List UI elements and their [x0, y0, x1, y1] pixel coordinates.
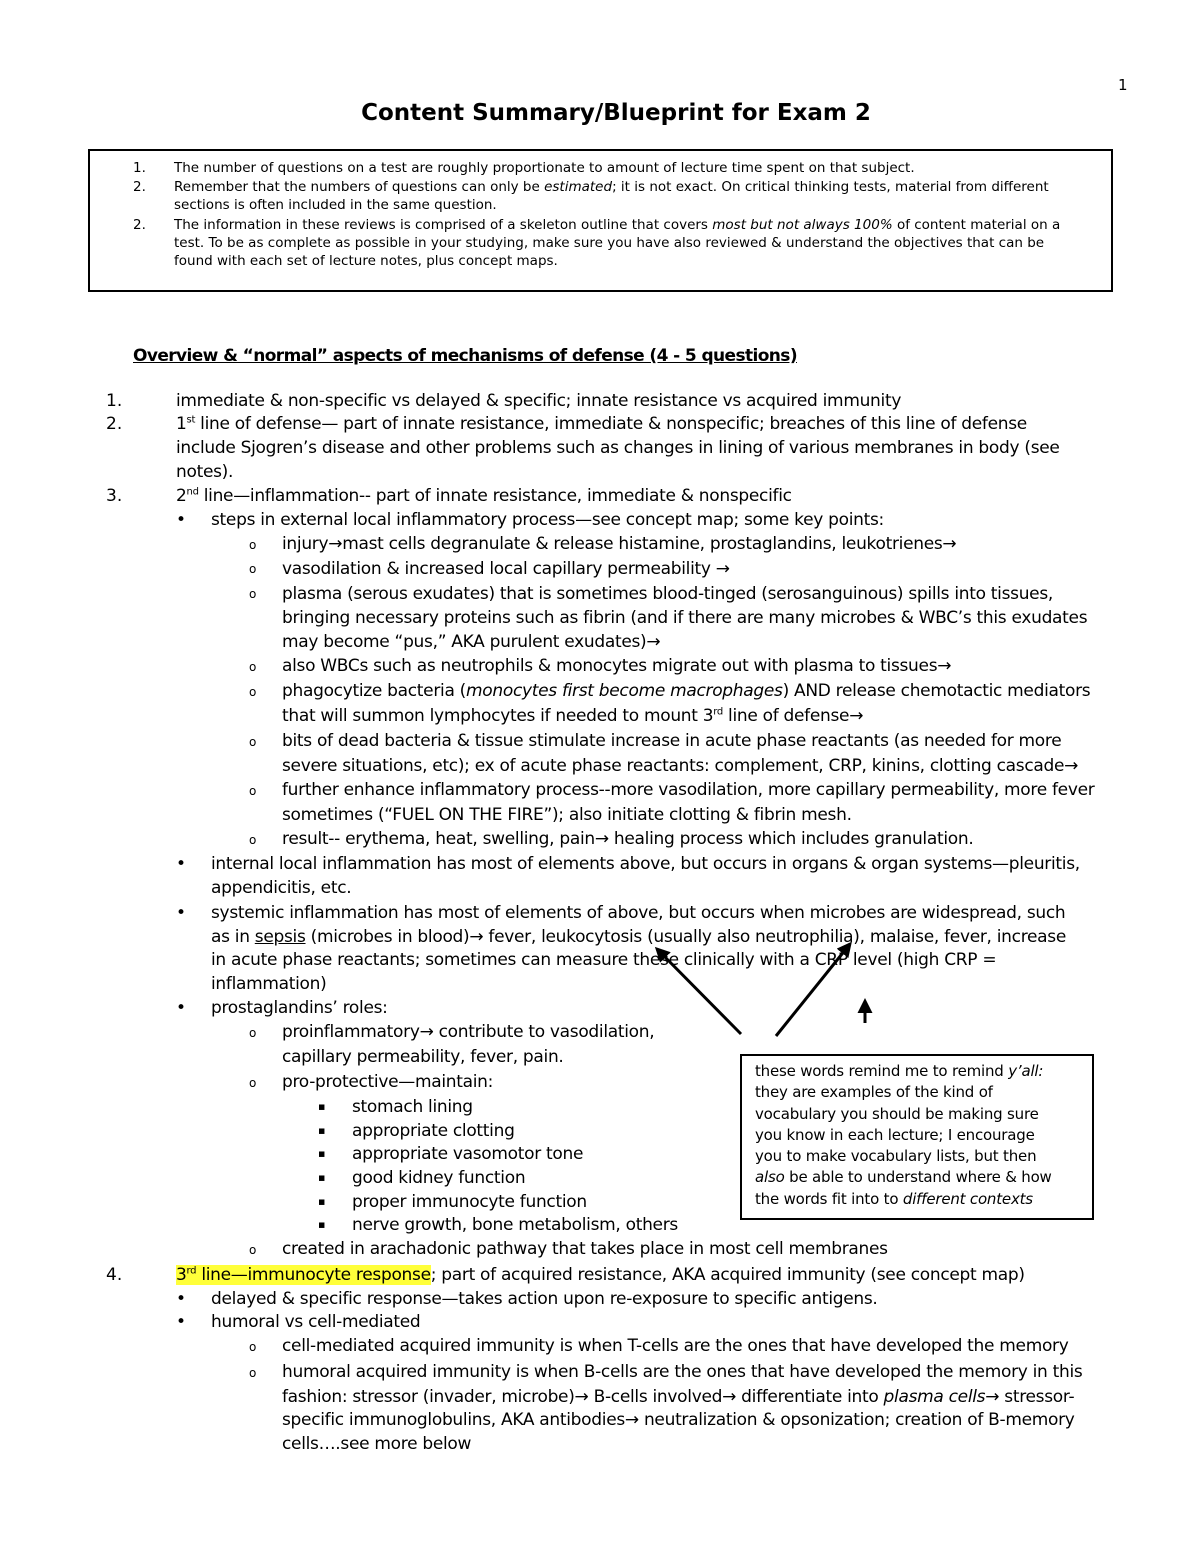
square-marker: ▪	[318, 1124, 326, 1137]
note-emphasis: estimated	[544, 179, 613, 195]
item-text: immediate & non-specific vs delayed & specific; innate resistance vs acquired immunity	[176, 391, 902, 411]
circle-marker: o	[249, 1366, 257, 1380]
sub-bullet-text: also WBCs such as neutrophils & monocytes migrate out with plasma to tissues→	[282, 656, 952, 676]
bullet-marker: •	[176, 998, 187, 1018]
text-part: phagocytize bacteria (	[282, 681, 467, 701]
text-part: be able to understand where & how	[784, 1168, 1052, 1186]
sub-bullet-text: proinflammatory→ contribute to vasodilation,	[282, 1022, 655, 1042]
item-text: include Sjogren’s disease and other problems such as changes in lining of various membranes in body (see	[176, 438, 1060, 458]
bullet-text: systemic inflammation has most of elements of above, but occurs when microbes are widespread, such	[211, 903, 1066, 923]
sub-bullet-text: created in arachadonic pathway that takes place in most cell membranes	[282, 1239, 888, 1259]
sub-bullet-text: bits of dead bacteria & tissue stimulate increase in acute phase reactants (as needed for more	[282, 731, 1062, 751]
text-part: line—immunocyte response	[196, 1265, 431, 1285]
text-part: ) AND release chemotactic mediators	[782, 681, 1091, 701]
item-text: notes).	[176, 462, 234, 482]
item-number: 1.	[106, 391, 123, 411]
circle-marker: o	[249, 1026, 257, 1040]
section-heading: Overview & “normal” aspects of mechanisms of defense (4 - 5 questions)	[133, 346, 797, 366]
bullet-text: inflammation)	[211, 974, 327, 994]
bullet-text: in acute phase reactants; sometimes can measure these clinically with a CRP level (high CRP =	[211, 950, 997, 970]
circle-marker: o	[249, 660, 257, 674]
sub-bullet-text: bringing necessary proteins such as fibrin (and if there are many microbes & WBC’s this exudates	[282, 608, 1088, 628]
circle-marker: o	[249, 1076, 257, 1090]
text-part: that will summon lymphocytes if needed to mount 3	[282, 706, 714, 726]
text-part: these words remind me to remind	[755, 1062, 1009, 1080]
note-text-part: sections is often included in the same question.	[174, 197, 497, 213]
sub-bullet-text: injury→mast cells degranulate & release histamine, prostaglandins, leukotrienes→	[282, 534, 957, 554]
text-part: fashion: stressor (invader, microbe)→ B-cells involved→ differentiate into	[282, 1387, 884, 1407]
circle-marker: o	[249, 735, 257, 749]
square-marker: ▪	[318, 1171, 326, 1184]
sub-bullet-text: severe situations, etc); ex of acute phase reactants: complement, CRP, kinins, clotting cascade→	[282, 756, 1079, 776]
circle-marker: o	[249, 587, 257, 601]
text-part: line—inflammation-- part of innate resistance, immediate & nonspecific	[198, 486, 792, 506]
sub-bullet-text: specific immunoglobulins, AKA antibodies→ neutralization & opsonization; creation of B-memory	[282, 1410, 1075, 1430]
sub-bullet-text: sometimes (“FUEL ON THE FIRE”); also initiate clotting & fibrin mesh.	[282, 805, 852, 825]
bullet-marker: •	[176, 1289, 187, 1309]
text-part: (microbes in blood)→ fever, leukocytosis (usually also neutrophilia), malaise, fever, increase	[305, 927, 1067, 947]
callout-line: you to make vocabulary lists, but then	[755, 1147, 1037, 1165]
sub-sub-bullet-text: stomach lining	[352, 1097, 473, 1117]
circle-marker: o	[249, 562, 257, 576]
sub-bullet-text: plasma (serous exudates) that is sometimes blood-tinged (serosanguinous) spills into tissues,	[282, 584, 1053, 604]
superscript: st	[186, 414, 196, 426]
sub-bullet-text: result-- erythema, heat, swelling, pain→ healing process which includes granulation.	[282, 829, 974, 849]
callout-line: they are examples of the kind of	[755, 1083, 993, 1101]
sub-bullet-text: cell-mediated acquired immunity is when T-cells are the ones that have developed the memory	[282, 1336, 1069, 1356]
text-part: 2	[176, 486, 187, 506]
emphasis: also	[755, 1168, 785, 1186]
square-marker: ▪	[318, 1100, 326, 1113]
emphasis: different contexts	[902, 1190, 1033, 1208]
square-marker: ▪	[318, 1218, 326, 1231]
note-text-part: Remember that the numbers of questions can only be	[174, 179, 545, 195]
callout-line: vocabulary you should be making sure	[755, 1105, 1039, 1123]
note-text-part: ; it is not exact. On critical thinking tests, material from different	[612, 179, 1049, 195]
arrow-to-leukocytosis	[657, 949, 741, 1034]
circle-marker: o	[249, 833, 257, 847]
circle-marker: o	[249, 685, 257, 699]
sub-bullet-text: vasodilation & increased local capillary permeability →	[282, 559, 730, 579]
text-part: ; part of acquired resistance, AKA acquired immunity (see concept map)	[430, 1265, 1025, 1285]
bullet-text: prostaglandins’ roles:	[211, 998, 388, 1018]
bullet-marker: •	[176, 903, 187, 923]
text-part: the words fit into to	[755, 1190, 903, 1208]
sub-sub-bullet-text: appropriate clotting	[352, 1121, 515, 1141]
sub-bullet-text: pro-protective—maintain:	[282, 1072, 494, 1092]
bullet-text: steps in external local inflammatory process—see concept map; some key points:	[211, 510, 884, 530]
page-number: 1	[1118, 76, 1128, 94]
note-text-part: test. To be as complete as possible in your studying, make sure you have also reviewed & understand the objectives that can be	[174, 235, 1045, 251]
text-part: as in	[211, 927, 255, 947]
item-number: 4.	[106, 1265, 123, 1285]
document-title: Content Summary/Blueprint for Exam 2	[361, 100, 871, 126]
square-marker: ▪	[318, 1147, 326, 1160]
circle-marker: o	[249, 1340, 257, 1354]
text-part: → stressor-	[985, 1387, 1075, 1407]
note-number: 2.	[133, 179, 146, 195]
sub-bullet-text: cells….see more below	[282, 1434, 472, 1454]
circle-marker: o	[249, 538, 257, 552]
text-part: 3	[176, 1265, 187, 1285]
note-number: 1.	[133, 160, 146, 176]
superscript: rd	[186, 1265, 197, 1277]
emphasis: y’all:	[1008, 1062, 1044, 1080]
item-number: 3.	[106, 486, 123, 506]
bullet-text: delayed & specific response—takes action upon re-exposure to specific antigens.	[211, 1289, 878, 1309]
callout-line: you know in each lecture; I encourage	[755, 1126, 1035, 1144]
sub-bullet-text: capillary permeability, fever, pain.	[282, 1047, 564, 1067]
bullet-marker: •	[176, 854, 187, 874]
square-marker: ▪	[318, 1195, 326, 1208]
bullet-text: humoral vs cell-mediated	[211, 1312, 421, 1332]
sub-sub-bullet-text: appropriate vasomotor tone	[352, 1144, 584, 1164]
note-number: 2.	[133, 217, 146, 233]
bullet-text: internal local inflammation has most of elements above, but occurs in organs & organ systems—pleuritis,	[211, 854, 1080, 874]
circle-marker: o	[249, 1243, 257, 1257]
circle-marker: o	[249, 784, 257, 798]
underlined-term: sepsis	[254, 927, 306, 947]
sub-bullet-text: further enhance inflammatory process--more vasodilation, more capillary permeability, more fever	[282, 780, 1095, 800]
text-part: 1	[176, 414, 187, 434]
sub-bullet-text: may become “pus,” AKA purulent exudates)→	[282, 632, 661, 652]
emphasis: monocytes first become macrophages	[466, 681, 783, 701]
note-text-part: of content material on a	[892, 217, 1061, 233]
superscript: rd	[713, 706, 723, 718]
bullet-marker: •	[176, 510, 187, 530]
sub-sub-bullet-text: nerve growth, bone metabolism, others	[352, 1215, 678, 1235]
arrow-to-neutrophilia	[776, 944, 850, 1036]
text-part: line of defense→	[722, 706, 864, 726]
bullet-text: appendicitis, etc.	[211, 878, 352, 898]
note-text: The number of questions on a test are roughly proportionate to amount of lecture time spent on that subject.	[174, 160, 915, 176]
bullet-marker: •	[176, 1312, 187, 1332]
note-text-part: The information in these reviews is comprised of a skeleton outline that covers	[174, 217, 713, 233]
note-text-part: found with each set of lecture notes, plus concept maps.	[174, 253, 558, 269]
emphasis: plasma cells	[883, 1387, 986, 1407]
superscript: nd	[186, 486, 199, 498]
sub-sub-bullet-text: good kidney function	[352, 1168, 526, 1188]
sub-bullet-text: humoral acquired immunity is when B-cells are the ones that have developed the memory in this	[282, 1362, 1083, 1382]
text-part: line of defense— part of innate resistance, immediate & nonspecific; breaches of this line of defense	[195, 414, 1027, 434]
sub-sub-bullet-text: proper immunocyte function	[352, 1192, 587, 1212]
note-emphasis: most but not always 100%	[712, 217, 893, 233]
item-number: 2.	[106, 414, 123, 434]
